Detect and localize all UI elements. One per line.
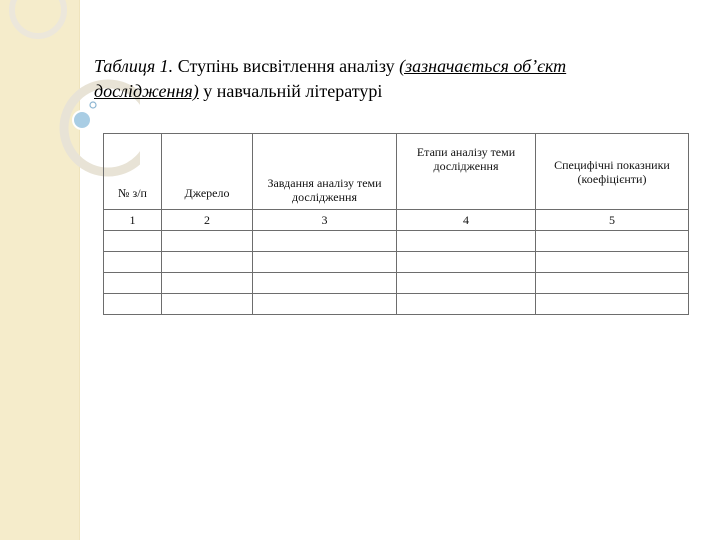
table-row xyxy=(104,273,689,294)
decor-ring-top xyxy=(12,0,64,36)
caption-italic-2: дослідження) xyxy=(94,81,199,101)
header-cell-tasks: Завдання аналізу теми дослідження xyxy=(253,134,397,210)
number-cell: 4 xyxy=(397,210,536,231)
number-cell: 5 xyxy=(536,210,689,231)
empty-cell xyxy=(162,273,253,294)
empty-cell xyxy=(253,273,397,294)
empty-cell xyxy=(536,294,689,315)
table-caption xyxy=(94,54,654,104)
table-header-row xyxy=(104,134,689,210)
empty-cell xyxy=(397,231,536,252)
decor-dot-large xyxy=(73,111,91,129)
table-number-row xyxy=(104,210,689,231)
empty-cell xyxy=(397,294,536,315)
empty-cell xyxy=(104,231,162,252)
caption-prefix: Таблиця 1. xyxy=(94,56,174,76)
empty-cell xyxy=(104,252,162,273)
empty-cell xyxy=(104,294,162,315)
table-row xyxy=(104,231,689,252)
empty-cell xyxy=(253,231,397,252)
caption-tail: у навчальній літературі xyxy=(198,81,383,101)
table-row xyxy=(104,252,689,273)
empty-cell xyxy=(162,252,253,273)
empty-cell xyxy=(536,252,689,273)
header-cell-source: Джерело xyxy=(162,134,253,210)
number-cell: 1 xyxy=(104,210,162,231)
empty-cell xyxy=(162,294,253,315)
number-cell: 3 xyxy=(253,210,397,231)
empty-cell xyxy=(397,273,536,294)
empty-cell xyxy=(397,252,536,273)
empty-cell xyxy=(104,273,162,294)
number-cell: 2 xyxy=(162,210,253,231)
empty-cell xyxy=(253,252,397,273)
header-cell-indicators: Специфічні показники (коефіцієнти) xyxy=(536,134,689,210)
empty-cell xyxy=(253,294,397,315)
empty-cell xyxy=(162,231,253,252)
table-row xyxy=(104,294,689,315)
caption-italic-1: (зазначається об’єкт xyxy=(399,56,567,76)
header-cell-stages: Етапи аналізу теми дослідження xyxy=(397,134,536,210)
analysis-table xyxy=(103,133,689,315)
empty-cell xyxy=(536,273,689,294)
empty-cell xyxy=(536,231,689,252)
caption-main: Ступінь висвітлення аналізу xyxy=(173,56,400,76)
header-cell-number: № з/п xyxy=(104,134,162,210)
